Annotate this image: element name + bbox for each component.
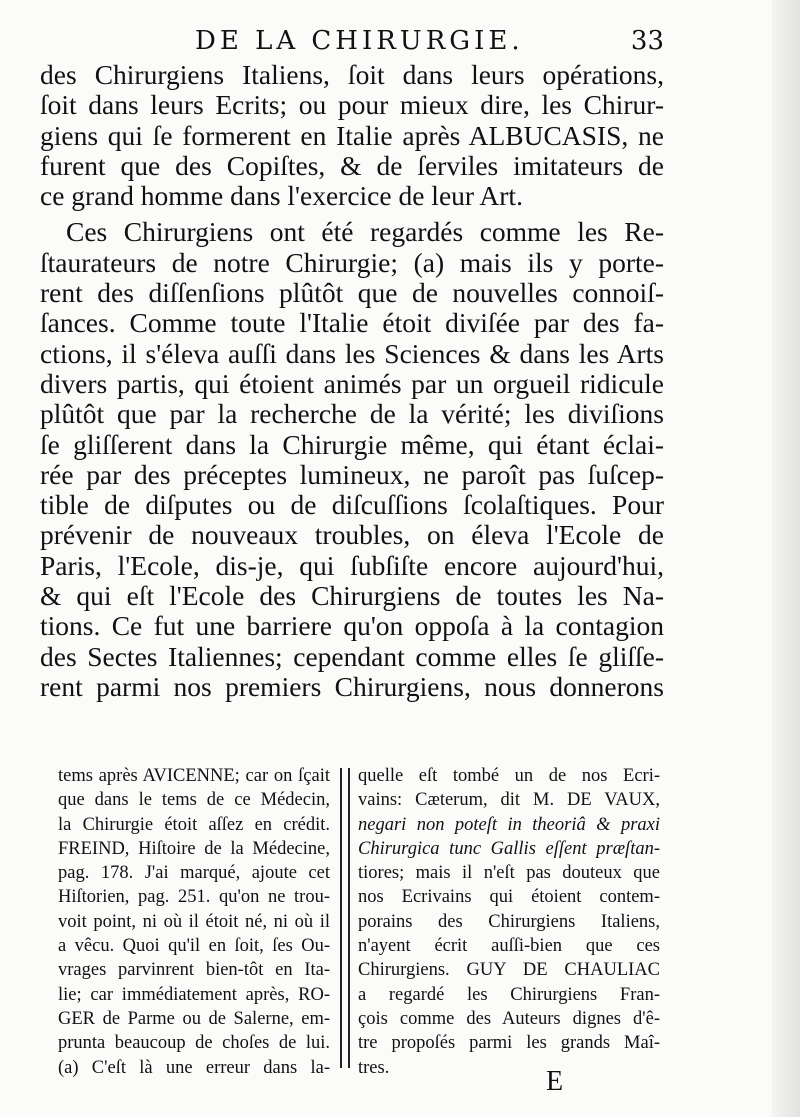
page-number: 33 <box>630 26 664 56</box>
paragraph-1 <box>40 60 664 211</box>
text-line: ctions, il s'éleva auſſi dans les Sciences & dans les Arts <box>40 337 664 369</box>
page-edge-shadow <box>772 0 800 1117</box>
footnote-line: (a) C'eſt là une erreur dans la- <box>58 1057 330 1078</box>
text-line: tions. Ce fut une barriere qu'on oppoſa à la contagion <box>40 610 664 642</box>
footnote-line: Chirurgica tunc Gallis eſſent præſtan- <box>358 838 660 859</box>
footnote-line: voit point, ni où il étoit né, ni où il <box>58 911 330 932</box>
footnote-line: vrages parvinrent bien-tôt en Ita- <box>58 960 330 981</box>
text-line: des Chirurgiens Italiens, ſoit dans leurs opérations, <box>40 59 664 90</box>
text-line: rent parmi nos premiers Chirurgiens, nous donnerons <box>40 670 664 702</box>
footnote-line: pag. 178. J'ai marqué, ajoute cet <box>58 863 330 884</box>
footnote-line: Chirurgiens. GUY DE CHAULIAC <box>358 960 660 981</box>
text-line: ſances. Comme toute l'Italie étoit diviſée par des fa- <box>40 307 664 339</box>
text-line: rée par des préceptes lumineux, ne paroît pas ſuſcep- <box>40 458 664 490</box>
footnote-line: porains des Chirurgiens Italiens, <box>358 911 660 932</box>
footnote-line: a vêcu. Quoi qu'il en ſoit, ſes Ou- <box>58 936 330 957</box>
text-line: Ces Chirurgiens ont été regardés comme les Re- <box>66 216 664 248</box>
footnote-right-column <box>358 764 660 1080</box>
footnote-line: tres. <box>358 1057 390 1078</box>
footnote-line: lie; car immédiatement après, RO- <box>58 984 330 1005</box>
footnote-line: vains: Cæterum, dit M. DE VAUX, <box>358 790 660 811</box>
running-title: DE LA CHIRURGIE. <box>195 26 524 56</box>
page-header <box>40 26 664 62</box>
text-line: rent des diſſenſions plûtôt que de nouvelles connoiſ- <box>40 277 664 309</box>
text-line: ce grand homme dans l'exercice de leur Art. <box>40 180 523 212</box>
text-line: des Sectes Italiennes; cependant comme elles ſe gliſſe- <box>40 640 664 672</box>
footnote-line: prunta beaucoup de choſes de lui. <box>58 1033 330 1054</box>
text-line: prévenir de nouveaux troubles, on éleva l'Ecole de <box>40 519 664 551</box>
signature-mark: E <box>546 1066 564 1097</box>
footnote-line: tre propoſés parmi les grands Maî- <box>358 1033 660 1054</box>
paragraph-2 <box>40 217 664 702</box>
text-line: divers partis, qui étoient animés par un orgueil ridicule <box>40 367 664 399</box>
text-line: ſe gliſſerent dans la Chirurgie même, qui étant éclai- <box>40 428 664 460</box>
footnote-line: quelle eſt tombé un de nos Ecri- <box>358 766 660 786</box>
text-line: furent que des Copiſtes, & de ſerviles imitateurs de <box>40 149 664 181</box>
text-line: giens qui ſe formerent en Italie après ALBUCASIS, ne <box>40 119 664 151</box>
text-line: ſtaurateurs de notre Chirurgie; (a) mais ils y porte- <box>40 246 664 278</box>
footnote-line: tems après AVICENNE; car on ſçait <box>58 766 330 786</box>
footnote-line: Hiſtorien, pag. 251. qu'on ne trou- <box>58 887 330 908</box>
footnote-line: negari non poteſt in theoriâ & praxi <box>358 814 660 835</box>
footnote-left-column <box>58 764 330 1080</box>
footnotes <box>58 764 660 1084</box>
column-divider <box>340 768 350 1068</box>
footnote-line: a regardé les Chirurgiens Fran- <box>358 984 660 1005</box>
text-line: Paris, l'Ecole, dis-je, qui ſubſiſte encore aujourd'hui, <box>40 549 664 581</box>
footnote-line: FREIND, Hiſtoire de la Médecine, <box>58 838 330 859</box>
footnote-line: que dans le tems de ce Médecin, <box>58 790 330 811</box>
main-text <box>40 60 664 702</box>
text-line: & qui eſt l'Ecole des Chirurgiens de toutes les Na- <box>40 580 664 612</box>
text-line: tible de diſputes ou de diſcuſſions ſcolaſtiques. Pour <box>40 489 664 521</box>
footnote-line: çois comme des Auteurs dignes d'ê- <box>358 1008 660 1029</box>
footnote-line: nos Ecrivains qui étoient contem- <box>358 887 660 908</box>
footnote-line: tiores; mais il n'eſt pas douteux que <box>358 863 660 884</box>
footnote-line: la Chirurgie étoit aſſez en crédit. <box>58 814 330 835</box>
text-line: plûtôt que par la recherche de la vérité; les diviſions <box>40 398 664 430</box>
text-line: ſoit dans leurs Ecrits; ou pour mieux dire, les Chirur- <box>40 89 664 121</box>
footnote-line: GER de Parme ou de Salerne, em- <box>58 1008 330 1029</box>
footnote-line: n'ayent écrit auſſi-bien que ces <box>358 936 660 957</box>
